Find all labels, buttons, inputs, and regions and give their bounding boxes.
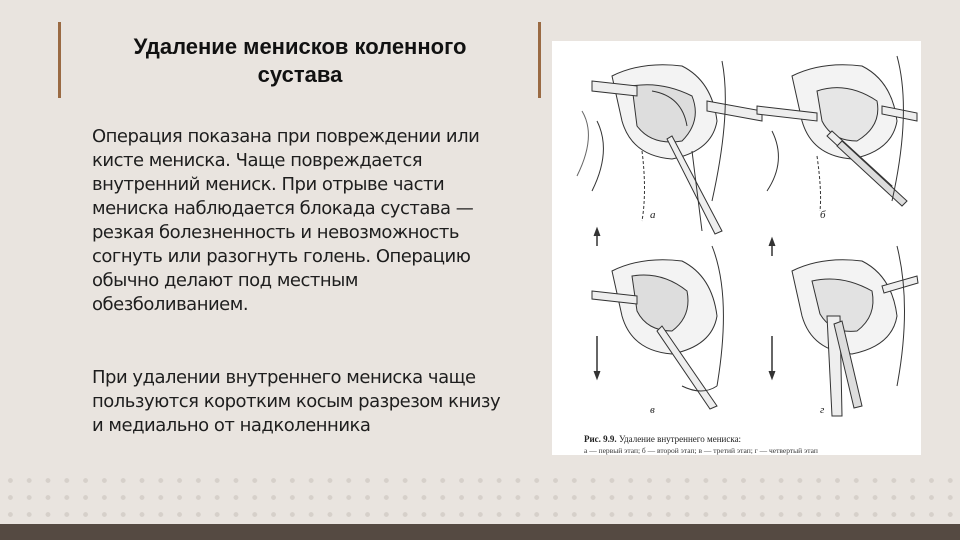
panel-label-d: г <box>820 404 825 416</box>
panel-d-drawing <box>769 238 918 416</box>
figure-caption-text: Удаление внутреннего мениска: <box>618 434 742 444</box>
panel-a-drawing <box>577 61 762 234</box>
slide-title: Удаление менисков коленного сустава <box>133 34 467 87</box>
panel-b-drawing <box>757 56 917 211</box>
paragraph-indications: Операция показана при повреждении или кисте мениска. Чаще повреждается внутренний мениск. При отрыве части мениска наблюдается блокада сустава — резкая болезненность и невозможность согнуть или разогнуть голень. Операцию обычно делают под местным обезболиванием. <box>92 126 480 315</box>
left-accent-line <box>58 22 61 98</box>
surgical-illustration <box>552 41 921 431</box>
figure-caption-legend: а — первый этап; б — второй этап; в — третий этап; г — четвертый этап <box>584 446 818 455</box>
panel-label-c: в <box>650 404 655 416</box>
paragraph-incision: При удалении внутреннего мениска чаще пользуются коротким косым разрезом книзу и медиально от надколенника <box>92 367 501 436</box>
meniscus-surgery-figure <box>552 41 921 455</box>
panel-label-a: а <box>650 209 656 221</box>
figure-number: Рис. 9.9. <box>584 434 617 444</box>
panel-c-drawing <box>592 228 723 409</box>
figure-caption <box>584 434 741 444</box>
panel-label-b: б <box>820 209 826 221</box>
footer-bar <box>0 524 960 540</box>
decorative-dot-pattern <box>0 470 960 530</box>
right-accent-line <box>538 22 541 98</box>
